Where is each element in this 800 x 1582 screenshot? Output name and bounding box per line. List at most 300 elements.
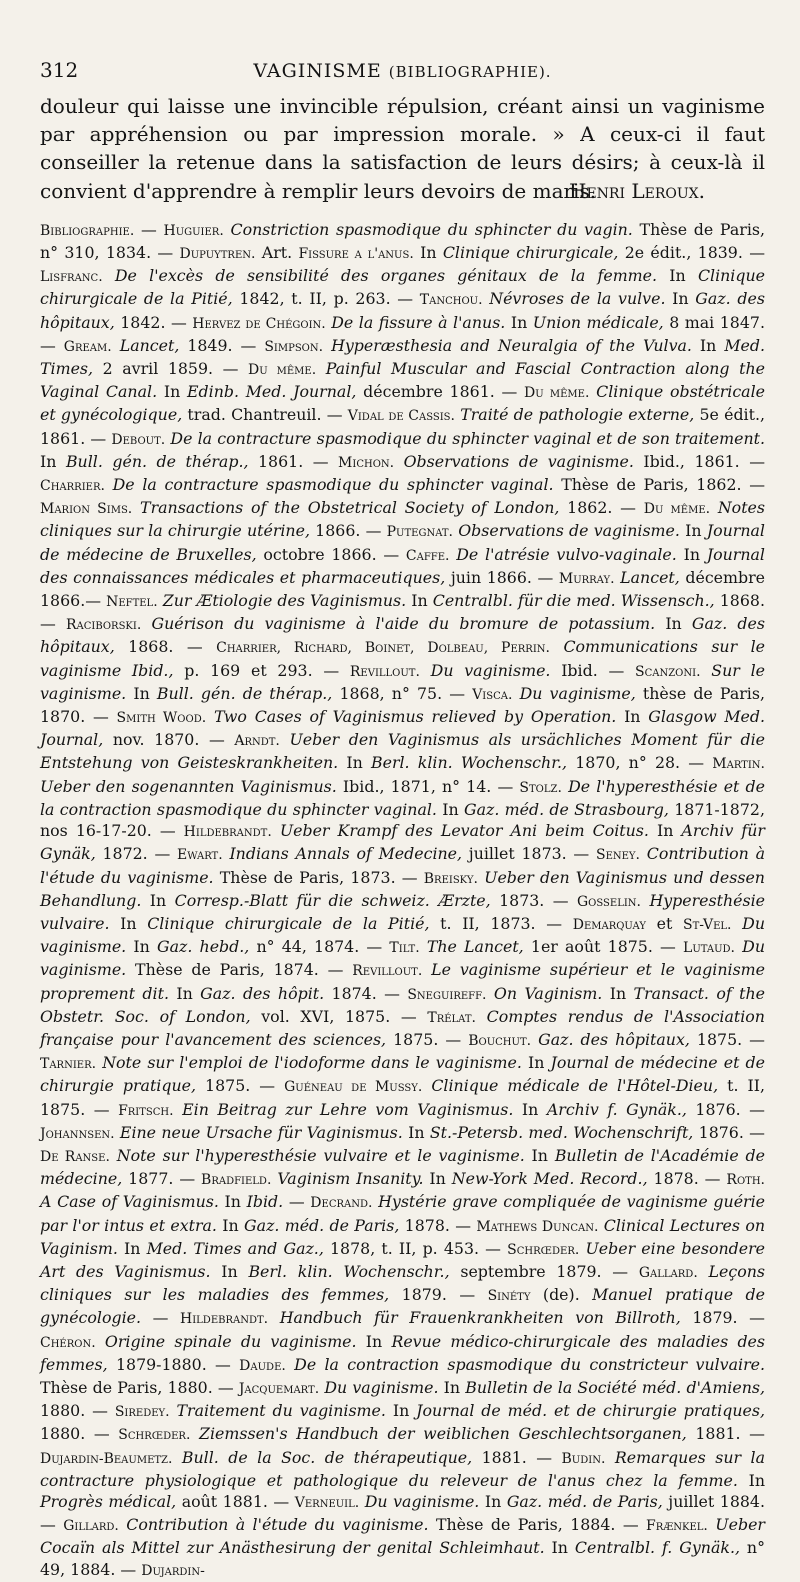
work-title: Lancet,	[119, 335, 180, 355]
work-title: The Lancet,	[426, 937, 524, 957]
author-name: Jacquemart.	[238, 1380, 320, 1397]
citation-text: In	[126, 937, 157, 957]
author-name: Putegnat.	[386, 524, 453, 541]
citation-text: 1866. —	[309, 521, 387, 541]
citation-text: décembre 1866.—	[40, 567, 766, 611]
author-name: Tarnier.	[40, 1056, 97, 1073]
citation-text: In	[524, 1145, 555, 1165]
citation-text	[316, 359, 326, 378]
author-name: Vidal de Cassis.	[347, 408, 455, 425]
work-title: Gaz. hebd.,	[156, 937, 250, 957]
author-name: Du même.	[643, 501, 711, 518]
author-name: Michon.	[338, 454, 395, 471]
work-title: De la contracture spasmodique du sphincter vaginal.	[112, 475, 554, 495]
work-title: Contribution à l'étude du vaginisme.	[40, 844, 765, 887]
work-title: Du vaginisme.	[40, 913, 766, 957]
citation-text: 1871-1872, nos 16-17-20. —	[40, 799, 765, 841]
citation-text: 1875. —	[386, 1029, 469, 1049]
work-title: Lancet,	[620, 567, 680, 587]
work-title: Bulletin de la Société méd. d'Amiens,	[465, 1377, 765, 1397]
work-title: Glasgow Med. Journal,	[40, 707, 766, 750]
citation-text: 1849. —	[179, 335, 265, 355]
lead-paragraph: douleur qui laisse une invincible répulsion, créant ainsi un vaginisme par appréhension ou par impression morale. » A ceux-ci il faut conseiller la retenue dans la satisfaction de leurs désirs; à ceux-là il convient d'apprendre à remplir leurs devoirs de maris.	[40, 94, 765, 203]
author-name: Tilt.	[389, 940, 420, 957]
citation-text	[640, 844, 647, 863]
citation-text: octobre 1866. —	[256, 544, 406, 564]
citation-text	[112, 336, 120, 355]
work-title: Du vaginisme.	[324, 1377, 439, 1397]
work-title: Clinique obstétricale et gynécologique,	[40, 382, 765, 425]
author-name: Decrand.	[310, 1195, 373, 1212]
author-name: Caffe.	[405, 547, 450, 564]
work-title: Origine spinale du vaginisme.	[104, 1331, 357, 1351]
citation-text: 1880. —	[40, 1401, 115, 1421]
author-name: Scanzoni.	[635, 663, 701, 680]
citation-text: In	[691, 335, 725, 355]
author-name: Neftel.	[106, 594, 158, 611]
author-name: Gream.	[63, 338, 112, 355]
author-name: Smith Wood.	[116, 710, 207, 727]
citation-text	[710, 498, 718, 517]
work-title: De l'atrésie vulvo-vaginale.	[456, 544, 677, 564]
citation-text	[701, 661, 712, 680]
citation-text	[286, 1355, 294, 1374]
citation-text: In	[423, 1169, 452, 1189]
work-title: Observations de vaginisme.	[458, 521, 680, 541]
work-title: Eine neue Ursache für Vaginismus.	[119, 1122, 403, 1142]
running-subtitle: (BIBLIOGRAPHIE).	[388, 63, 552, 81]
author-signature: Henri Leroux.	[569, 178, 705, 203]
author-name: Bouchut.	[468, 1032, 532, 1049]
citation-text: 1877. —	[122, 1169, 202, 1189]
citation-text: 1868, n° 75. —	[332, 683, 473, 703]
work-title: A Case of Vaginismus.	[40, 1192, 219, 1212]
work-title: Observations de vaginisme.	[403, 451, 634, 471]
work-title: New-York Med. Record.,	[451, 1169, 648, 1189]
citation-text	[206, 707, 214, 726]
author-name: Gallard.	[638, 1264, 698, 1281]
citation-text: —	[141, 1308, 180, 1328]
author-name: Murray.	[558, 570, 615, 587]
page-number: 312	[40, 58, 79, 82]
author-name: Sneguireff.	[407, 986, 487, 1003]
work-title: Gaz. des hôpitaux,	[538, 1029, 690, 1049]
citation-text: In	[505, 312, 533, 332]
citation-text: décembre 1861. —	[356, 382, 525, 402]
author-name: St-Vel.	[683, 916, 732, 933]
citation-text	[190, 1424, 199, 1443]
citation-text: Thèse de Paris, n° 310, 1834. —	[40, 219, 765, 263]
author-name: Fritsch.	[118, 1102, 174, 1119]
citation-text: 1881. —	[472, 1447, 562, 1467]
work-title: Contribution à l'étude du vaginisme.	[126, 1515, 429, 1535]
citation-text: 1875. —	[689, 1029, 765, 1049]
work-title: Le vaginisme supérieur et le vaginisme proprement dit.	[40, 960, 766, 1003]
work-title: Bulletin de l'Académie de médecine,	[40, 1145, 765, 1189]
author-name: Frænkel.	[646, 1518, 708, 1535]
citation-text: 1874. —	[324, 983, 408, 1003]
author-name: Sinéty	[487, 1288, 531, 1305]
author-name: Debout.	[111, 431, 166, 448]
citation-text: thèse de Paris, 1870. —	[40, 683, 765, 727]
author-name: Revillout.	[349, 663, 420, 680]
work-title: Ueber eine besondere Art des Vaginismus.	[40, 1238, 765, 1281]
citation-text: 1868. —	[114, 637, 217, 657]
work-title: Ein Beitrag zur Lehre vom Vaginismus.	[182, 1099, 514, 1119]
page-header	[40, 58, 765, 92]
work-title: Journal de médecine et de chirurgie pratique,	[40, 1053, 765, 1096]
citation-text: In	[436, 799, 464, 819]
work-title: Manuel pratique de gynécologie.	[40, 1285, 765, 1328]
citation-text	[732, 914, 743, 933]
citation-text: 8 mai 1847. —	[40, 312, 765, 355]
citation-text: In	[655, 614, 692, 634]
work-title: Guérison du vaginisme à l'aide du bromure de potassium.	[151, 614, 656, 634]
citation-text: In	[117, 1238, 147, 1258]
citation-text: 1879. —	[389, 1285, 488, 1305]
work-title: De la contraction spasmodique du constricteur vulvaire.	[294, 1354, 765, 1374]
work-title: Leçons cliniques sur les maladies des femmes,	[40, 1261, 765, 1305]
author-name: Guéneau de Mussy.	[284, 1079, 423, 1096]
citation-text: In	[665, 289, 696, 309]
work-title: Ueber den Vaginismus als ursächliches Moment für die Entstehung von Geisteskrankheiten.	[40, 730, 765, 773]
citation-text: In	[402, 1122, 430, 1142]
citation-text: In	[513, 1099, 547, 1119]
author-name: Du même.	[247, 362, 317, 379]
work-title: Clinique chirurgicale de la Pitié,	[40, 266, 765, 309]
citation-text	[280, 730, 290, 749]
work-title: Archiv für Gynäk,	[40, 821, 765, 864]
citation-text: In	[676, 544, 707, 564]
citation-text: 1878, t. II, p. 453. —	[323, 1238, 508, 1258]
citation-text: septembre 1879. —	[449, 1261, 639, 1281]
author-name: Budin.	[561, 1450, 606, 1467]
work-title: Med. Times and Gaz.,	[146, 1238, 324, 1258]
citation-text: (de).	[530, 1285, 593, 1305]
work-title: Painful Muscular and Fascial Contraction along the Vaginal Canal.	[40, 359, 765, 402]
author-name: Charrier.	[40, 478, 105, 495]
work-title: Gaz. méd. de Paris,	[506, 1491, 663, 1511]
citation-text: t. II, 1873. —	[429, 913, 573, 933]
author-name: Ewart.	[176, 847, 223, 864]
book-page	[40, 58, 765, 1582]
work-title: Ueber den sogenannten Vaginismus.	[40, 776, 337, 796]
work-title: Transact. of the Obstetr. Soc. of London,	[40, 983, 765, 1026]
citation-text: 1879-1880. —	[107, 1354, 240, 1374]
work-title: Sur le vaginisme.	[40, 660, 765, 703]
running-title: VAGINISME	[253, 60, 382, 82]
work-title: Clinique chirurgicale,	[442, 243, 619, 263]
work-title: Vaginism Insanity.	[277, 1169, 424, 1189]
citation-text: 2 avril 1859. —	[93, 359, 248, 379]
citation-text	[119, 1515, 126, 1534]
author-name: Marion Sims.	[40, 501, 133, 518]
citation-text	[174, 1100, 183, 1119]
work-title: De l'hyperesthésie et de la contraction spasmodique du sphincter vaginal.	[40, 776, 765, 819]
work-title: Du vaginisme.	[430, 660, 551, 680]
work-title: Névroses de la vulve.	[489, 289, 666, 309]
author-name: Daude.	[239, 1357, 286, 1374]
work-title: On Vaginism.	[493, 983, 603, 1003]
work-title: Progrès médical,	[40, 1491, 177, 1511]
citation-text: In	[602, 983, 634, 1003]
citation-text: In	[218, 1192, 247, 1212]
work-title: Du vaginisme.	[364, 1491, 480, 1511]
author-name: Seney.	[595, 847, 640, 864]
citation-text: Thèse de Paris, 1884. —	[428, 1515, 647, 1535]
work-title: Centralbl. f. Gynäk.,	[574, 1538, 740, 1558]
citation-text: In	[356, 1331, 392, 1351]
author-name: Breisky.	[423, 870, 478, 887]
citation-text: 1876. —	[693, 1122, 765, 1142]
work-title: Hyperæsthesia and Neuralgia of the Vulva.	[331, 335, 692, 355]
author-name: Huguier.	[163, 222, 224, 239]
author-name: Revillout.	[352, 963, 423, 980]
citation-text: 1er août 1875. —	[523, 937, 684, 957]
citation-text: 1870, n° 28. —	[567, 753, 713, 773]
citation-text	[708, 1515, 715, 1534]
author-name: De Ranse.	[40, 1148, 110, 1165]
citation-text: 5e édit., 1861. —	[40, 405, 765, 448]
citation-text	[512, 684, 519, 703]
author-name: Simpson.	[264, 338, 324, 355]
citation-text: 1868. —	[40, 591, 765, 634]
work-title: De la contracture spasmodique du sphincter vaginal et de son traitement.	[170, 428, 765, 448]
citation-text: In	[544, 1538, 575, 1558]
citation-text: In	[616, 707, 649, 727]
work-title: Two Cases of Vaginismus relieved by Operation.	[213, 707, 617, 727]
work-title: Handbuch für Frauenkrankheiten von Billroth,	[279, 1308, 681, 1328]
author-name: Fissure a l'anus.	[298, 246, 414, 263]
work-title: Hystérie grave compliquée de vaginisme guérie par l'or intus et extra.	[40, 1192, 765, 1235]
citation-text	[141, 614, 151, 633]
work-title: Remarques sur la contracture physiologique et pathologique du releveur de l'anus chez la femme.	[40, 1447, 765, 1490]
citation-text	[172, 1448, 181, 1467]
citation-text: 1872. —	[95, 844, 177, 864]
work-title: Archiv f. Gynäk.,	[546, 1099, 687, 1119]
author-name: Schrœder.	[118, 1427, 191, 1444]
citation-text: —	[283, 1192, 311, 1212]
citation-text: In	[126, 683, 157, 703]
citation-text: 1881. —	[686, 1424, 765, 1444]
citation-text	[272, 821, 280, 840]
citation-text: août 1881. —	[176, 1491, 295, 1511]
work-title: Note sur l'emploi de l'iodoforme dans le vaginisme.	[102, 1053, 522, 1073]
author-name: Arndt.	[234, 733, 280, 750]
citation-text: 1879. —	[680, 1308, 765, 1328]
work-title: Ibid.	[246, 1192, 284, 1212]
citation-text: In	[385, 1401, 417, 1421]
work-title: Ueber den Vaginismus und dessen Behandlung.	[40, 867, 765, 910]
author-name: Bibliographie.	[40, 222, 135, 239]
author-name: Hildebrandt.	[180, 1311, 269, 1328]
work-title: Journal de méd. et de chirurgie pratiques,	[416, 1401, 765, 1421]
citation-text: In	[657, 266, 698, 286]
work-title: Transactions of the Obstetrical Society of London,	[140, 498, 560, 518]
citation-text: In	[406, 591, 433, 611]
citation-text: Thèse de Paris, 1873. —	[213, 867, 424, 887]
work-title: Du vaginisme.	[40, 937, 766, 980]
work-title: Traité de pathologie externe,	[460, 405, 695, 425]
work-title: Indians Annals of Medecine,	[229, 844, 463, 864]
citation-text: juin 1866. —	[445, 567, 559, 587]
citation-text: nov. 1870. —	[103, 730, 235, 750]
work-title: Journal de médecine de Bruxelles,	[40, 521, 765, 564]
work-title: Med. Times,	[40, 335, 765, 379]
author-name: Gillard.	[63, 1518, 119, 1535]
author-name: Johannsen.	[40, 1125, 115, 1142]
citation-text: In	[679, 521, 707, 541]
work-title: Berl. klin. Wochenschr.,	[371, 753, 568, 773]
citation-text	[132, 498, 140, 517]
work-title: Clinical Lectures on Vaginism.	[40, 1215, 766, 1258]
citation-text: trad. Chantreuil. —	[182, 405, 348, 425]
citation-text: Thèse de Paris, 1862. —	[553, 475, 765, 495]
citation-text: 1862. —	[559, 498, 644, 518]
author-name: Hervez de Chégoin.	[192, 315, 326, 332]
citation-text: Ibid., 1861. —	[633, 451, 765, 471]
citation-text: In	[216, 1215, 245, 1235]
author-name: Bradfield.	[201, 1172, 272, 1189]
work-title: Berl. klin. Wochenschr.,	[248, 1261, 450, 1281]
citation-text: In	[40, 451, 66, 471]
citation-text: juillet 1873. —	[462, 844, 596, 864]
citation-text: In	[737, 1470, 765, 1490]
work-title: Revue médico-chirurgicale des maladies des femmes,	[40, 1331, 766, 1374]
citation-text	[422, 1076, 431, 1095]
work-title: De la fissure à l'anus.	[331, 312, 506, 332]
author-name: Martin.	[712, 756, 765, 773]
citation-text	[698, 1262, 709, 1281]
work-title: Gaz. des hôpit.	[200, 983, 325, 1003]
citation-text: n° 49, 1884. —	[40, 1538, 766, 1579]
author-name: Trélat.	[427, 1009, 476, 1026]
citation-text: p. 169 et 293. —	[173, 660, 350, 680]
citation-text	[476, 1007, 487, 1026]
work-title: Traitement du vaginisme.	[176, 1401, 386, 1421]
author-name: Visca.	[472, 686, 513, 703]
citation-text	[323, 336, 331, 355]
citation-text: Ibid. —	[550, 660, 636, 680]
citation-text	[487, 984, 494, 1003]
author-name: Lisfranc.	[40, 269, 103, 286]
work-title: Ueber Cocaïn als Mittel zur Anästhesirung der genital Schleimhaut.	[40, 1515, 765, 1558]
citation-text	[422, 960, 431, 979]
citation-text	[96, 1332, 105, 1351]
citation-text: 1878. —	[399, 1215, 477, 1235]
work-title: Gaz. méd. de Strasbourg,	[463, 799, 669, 819]
author-name: Chéron.	[40, 1334, 96, 1351]
work-title: Ziemssen's Handbuch der weiblichen Geschlechtsorganen,	[199, 1424, 687, 1444]
work-title: Corresp.-Blatt für die schweiz. Ærzte,	[174, 890, 491, 910]
citation-text: t. II, 1875. —	[40, 1076, 766, 1119]
work-title: St.-Petersb. med. Wochenschrift,	[429, 1122, 694, 1142]
citation-text: 1880. —	[40, 1424, 119, 1444]
citation-text: et	[645, 913, 684, 933]
citation-text: In	[168, 983, 201, 1003]
work-title: Edinb. Med. Journal,	[187, 382, 357, 402]
author-name: Charrier, Richard, Boinet, Dolbeau, Perrin.	[216, 640, 550, 657]
citation-text: vol. XVI, 1875. —	[250, 1006, 428, 1026]
work-title: Comptes rendus de l'Association française pour l'avancement des sciences,	[40, 1006, 765, 1049]
citation-text: Art.	[255, 243, 299, 263]
work-title: Centralbl. für die med. Wissensch.,	[432, 591, 715, 611]
work-title: Gaz. des hôpitaux,	[40, 614, 765, 657]
author-name: Mathews Duncan.	[476, 1218, 599, 1235]
citation-text: In	[438, 1377, 466, 1397]
work-title: Bull. gén. de thérap.,	[65, 451, 249, 471]
author-name: Hildebrandt.	[183, 824, 272, 841]
citation-text: In	[413, 243, 443, 263]
running-head	[130, 60, 675, 82]
work-title: Clinique médicale de l'Hôtel-Dieu,	[431, 1076, 719, 1096]
author-name: Du même.	[524, 385, 590, 402]
citation-text: n° 44, 1874. —	[249, 937, 390, 957]
citation-text	[224, 220, 231, 239]
author-name: Gosselin.	[577, 893, 641, 910]
citation-text	[420, 661, 431, 680]
citation-text: 1873. —	[490, 890, 577, 910]
citation-text: —	[134, 219, 164, 239]
author-name: Lutaud.	[683, 940, 735, 957]
author-name: Roth.	[726, 1172, 765, 1189]
author-name: Raciborski.	[65, 617, 142, 634]
citation-text	[110, 1146, 117, 1165]
work-title: Bull. gén. de thérap.,	[156, 683, 333, 703]
work-title: Communications sur le vaginisme Ibid.,	[40, 637, 765, 680]
work-title: Bull. de la Soc. de thérapeutique,	[181, 1447, 473, 1467]
work-title: Hyperesthésie vulvaire.	[40, 890, 765, 933]
citation-text	[268, 1308, 280, 1327]
author-name: Dupuytren.	[179, 246, 256, 263]
author-name: Demarquay	[572, 916, 646, 933]
citation-text	[605, 1448, 614, 1467]
work-title: Notes cliniques sur la chirurgie utérine,	[40, 498, 765, 541]
citation-text: juillet 1884. —	[40, 1491, 765, 1535]
author-name: Verneuil.	[294, 1494, 360, 1511]
citation-text	[103, 266, 115, 285]
citation-text	[170, 1401, 177, 1420]
work-title: Ueber Krampf des Levator Ani beim Coitus.	[279, 821, 649, 841]
work-title: Journal des connaissances médicales et pharmaceutiques,	[40, 544, 765, 587]
work-title: Union médicale,	[532, 312, 664, 332]
citation-text: Thèse de Paris, 1874. —	[126, 960, 353, 980]
citation-text: Ibid., 1871, n° 14. —	[336, 776, 520, 796]
citation-text: In	[210, 1261, 249, 1281]
citation-text: In	[157, 382, 188, 402]
citation-text: 1842. —	[114, 312, 193, 332]
author-name: Tanchou.	[419, 292, 483, 309]
work-title: Note sur l'hyperesthésie vulvaire et le vaginisme.	[116, 1145, 525, 1165]
citation-text: In	[141, 890, 175, 910]
citation-text: 1878. —	[647, 1169, 727, 1189]
work-title: Clinique chirurgicale de la Pitié,	[147, 913, 430, 933]
author-name: Dujardin-	[141, 1562, 205, 1579]
work-title: Constriction spasmodique du sphincter du vagin.	[230, 219, 633, 239]
citation-text: In	[338, 753, 371, 773]
work-title: Gaz. des hôpitaux,	[40, 289, 765, 332]
work-title: Zur Ætiologie des Vaginismus.	[162, 591, 407, 611]
citation-text: In	[648, 821, 682, 841]
citation-text: In	[521, 1053, 551, 1073]
citation-text: In	[479, 1491, 507, 1511]
citation-text: 1876. —	[686, 1099, 765, 1119]
bibliography-paragraph	[40, 219, 765, 1582]
author-name: Schrœder.	[507, 1241, 580, 1258]
author-name: Dujardin-Beaumetz.	[40, 1450, 173, 1467]
citation-text	[550, 637, 563, 656]
citation-text: 1875. —	[196, 1076, 285, 1096]
